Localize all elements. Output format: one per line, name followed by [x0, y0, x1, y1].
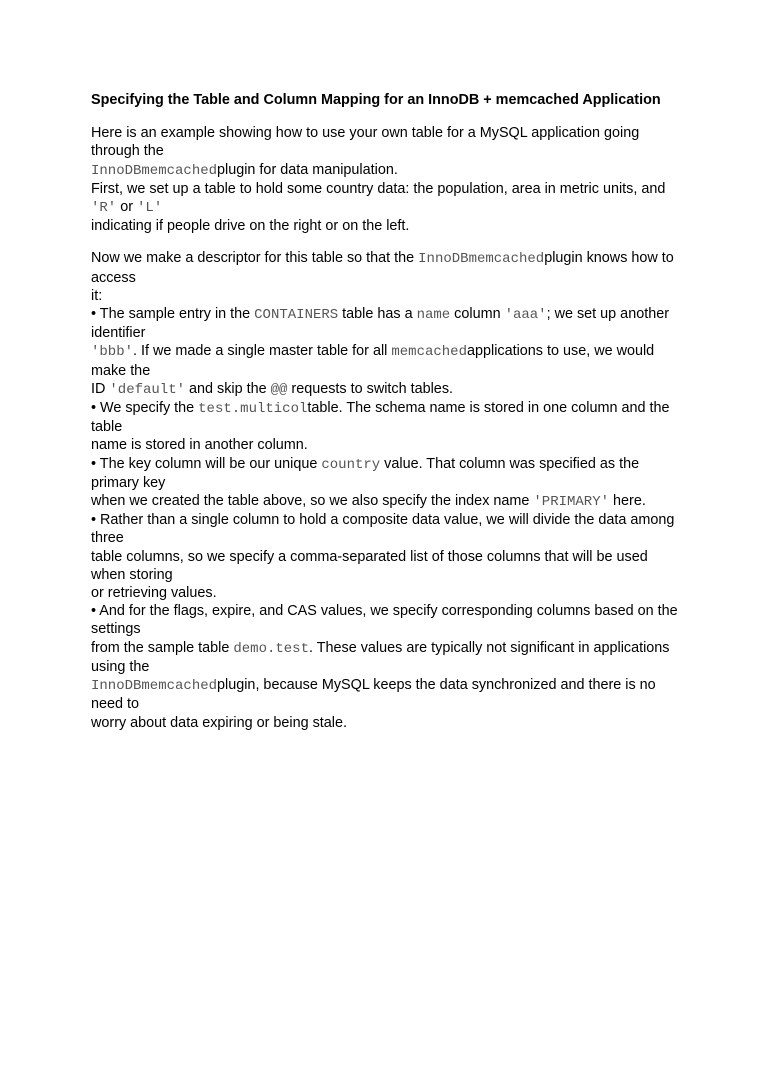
inline-code: InnoDBmemcached [91, 678, 218, 695]
inline-code: 'aaa' [504, 307, 547, 324]
text-line [91, 676, 681, 713]
text-line [91, 639, 681, 676]
inline-code: test.multicol [198, 401, 308, 418]
paragraph [91, 124, 681, 235]
inline-code: InnoDBmemcached [91, 162, 218, 179]
text-line [91, 399, 681, 436]
text-run: table. The schema name is stored in one column and the table [91, 400, 670, 436]
inline-code: demo.test [233, 640, 309, 657]
text-line [91, 492, 681, 511]
text-run: worry about data expiring or being stale. [91, 714, 347, 731]
text-run: plugin knows how to access [91, 250, 674, 286]
text-run: First, we set up a table to hold some country data: the population, area in metric units, and [91, 180, 666, 197]
text-line [91, 455, 681, 492]
inline-code: name [416, 307, 451, 324]
paragraph [91, 249, 681, 731]
text-line [91, 714, 681, 732]
text-run: ; we set up another identifier [91, 306, 669, 342]
text-run: or [116, 199, 138, 216]
text-line [91, 249, 681, 286]
text-run: column [450, 306, 505, 323]
text-run: . These values are typically not significant in applications using the [91, 639, 670, 675]
inline-code: InnoDBmemcached [418, 251, 545, 268]
text-run: • And for the flags, expire, and CAS values, we specify corresponding columns based on the settings [91, 603, 678, 638]
text-run: from the sample table [91, 639, 234, 656]
text-line [91, 436, 681, 454]
text-run: plugin, because MySQL keeps the data synchronized and there is no need to [91, 677, 656, 713]
inline-code: country [321, 456, 381, 473]
text-run: it: [91, 287, 103, 304]
inline-code: memcached [391, 344, 467, 361]
text-run: name is stored in another column. [91, 437, 308, 454]
text-run: requests to switch tables. [287, 380, 454, 397]
text-line [91, 602, 681, 638]
inline-code: 'bbb' [91, 344, 134, 361]
text-run: Now we make a descriptor for this table so that the [91, 250, 419, 267]
text-run: when we created the table above, so we also specify the index name [91, 493, 534, 510]
inline-code: 'R' [91, 200, 117, 217]
text-run: and skip the [185, 380, 271, 397]
text-line [91, 161, 681, 180]
inline-code: 'L' [137, 200, 163, 217]
text-run: table has a [338, 306, 417, 323]
text-line [91, 380, 681, 399]
text-run: . If we made a single master table for all [133, 343, 392, 360]
text-run: • Rather than a single column to hold a composite data value, we will divide the data among three [91, 512, 675, 547]
inline-code: CONTAINERS [254, 307, 339, 324]
section-heading: Specifying the Table and Column Mapping for an InnoDB + memcached Application [91, 92, 661, 108]
text-line [91, 342, 681, 379]
document-page [91, 91, 681, 746]
text-run: ID [91, 380, 110, 397]
text-run: • The sample entry in the [91, 306, 255, 323]
text-line [91, 548, 681, 584]
text-line [91, 287, 681, 305]
inline-code: @@ [270, 381, 288, 398]
text-line [91, 180, 681, 217]
text-run: plugin for data manipulation. [217, 161, 398, 178]
text-run: applications to use, we would make the [91, 343, 655, 379]
inline-code: 'default' [109, 381, 186, 398]
text-line [91, 217, 681, 235]
text-line [91, 305, 681, 342]
text-run: table columns, so we specify a comma-separated list of those columns that will be used when storing [91, 548, 648, 583]
text-run: indicating if people drive on the right or on the left. [91, 218, 410, 235]
text-line [91, 584, 681, 602]
text-run: here. [609, 493, 646, 510]
text-run: Here is an example showing how to use your own table for a MySQL application going through the [91, 125, 640, 160]
document-body [91, 124, 681, 732]
text-run: value. That column was specified as the primary key [91, 455, 640, 491]
text-run: • We specify the [91, 400, 199, 417]
text-line [91, 124, 681, 160]
text-run: or retrieving values. [91, 585, 217, 602]
text-run: • The key column will be our unique [91, 455, 322, 472]
text-line [91, 511, 681, 547]
inline-code: 'PRIMARY' [533, 494, 610, 511]
